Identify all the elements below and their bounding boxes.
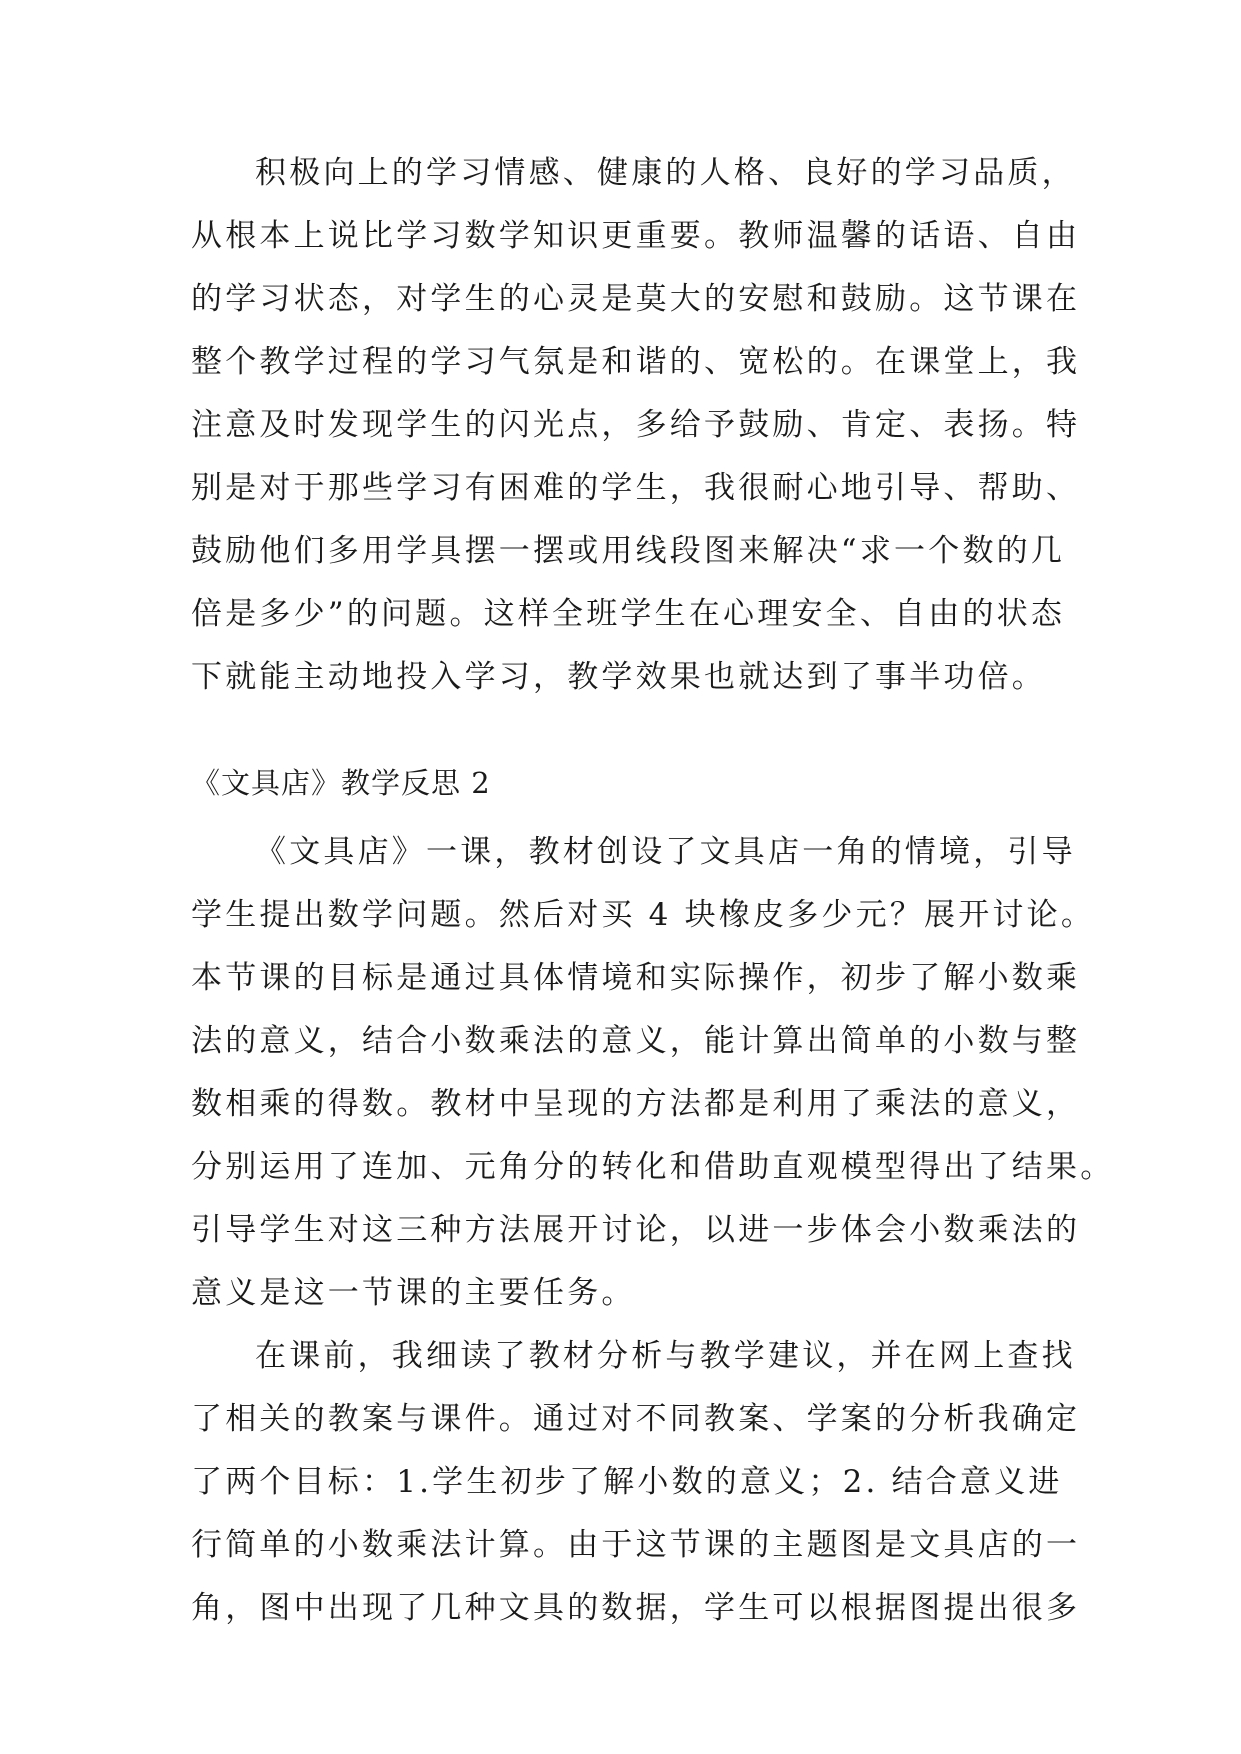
text-line: 注意及时发现学生的闪光点，多给予鼓励、肯定、表扬。特 [191,407,1081,443]
text-line: 鼓励他们多用学具摆一摆或用线段图来解决“求一个数的几 [191,533,1066,569]
text-line: 角，图中出现了几种文具的数据，学生可以根据图提出很多 [191,1590,1081,1626]
text-line: 意义是这一节课的主要任务。 [191,1275,636,1311]
text-line: 学生提出数学问题。然后对买 4 块橡皮多少元？展开讨论。 [191,897,1096,933]
text-line: 别是对于那些学习有困难的学生，我很耐心地引导、帮助、 [191,470,1081,506]
text-line: 下就能主动地投入学习，教学效果也就达到了事半功倍。 [191,659,1046,695]
text-line: 从根本上说比学习数学知识更重要。教师温馨的话语、自由 [191,218,1081,254]
text-line: 分别运用了连加、元角分的转化和借助直观模型得出了结果。 [191,1149,1115,1185]
text-line: 引导学生对这三种方法展开讨论，以进一步体会小数乘法的 [191,1212,1081,1248]
text-line: 积极向上的学习情感、健康的人格、良好的学习品质， [255,155,1076,191]
text-line: 的学习状态，对学生的心灵是莫大的安慰和鼓励。这节课在 [191,281,1081,317]
text-line: 《文具店》一课，教材创设了文具店一角的情境，引导 [255,834,1076,870]
text-line: 整个教学过程的学习气氛是和谐的、宽松的。在课堂上，我 [191,344,1081,380]
text-line: 了两个目标：1.学生初步了解小数的意义；2. 结合意义进 [191,1464,1063,1500]
text-line: 了相关的教案与课件。通过对不同教案、学案的分析我确定 [191,1401,1081,1437]
text-line: 在课前，我细读了教材分析与教学建议，并在网上查找 [255,1338,1076,1374]
text-line: 法的意义，结合小数乘法的意义，能计算出简单的小数与整 [191,1023,1081,1059]
text-line: 行简单的小数乘法计算。由于这节课的主题图是文具店的一 [191,1527,1081,1563]
section-heading: 《文具店》教学反思 2 [191,766,491,800]
text-line: 本节课的目标是通过具体情境和实际操作，初步了解小数乘 [191,960,1081,996]
text-line: 数相乘的得数。教材中呈现的方法都是利用了乘法的意义， [191,1086,1081,1122]
text-line: 倍是多少”的问题。这样全班学生在心理安全、自由的状态 [191,596,1066,632]
